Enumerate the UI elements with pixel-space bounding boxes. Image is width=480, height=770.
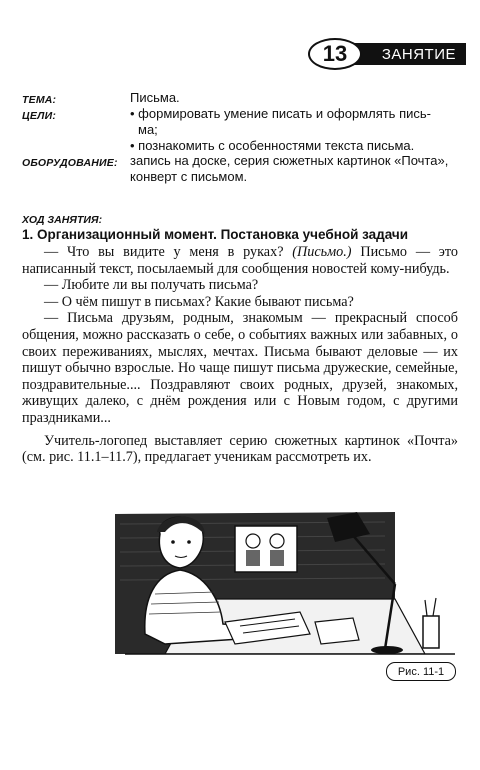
equipment-line-2: конверт с письмом. — [130, 169, 248, 184]
equipment-label: ОБОРУДОВАНИЕ: — [22, 157, 118, 169]
paragraph: Учитель-логопед выставляет серию сюжетных картинок «Почта» (см. рис. 11.1–11.7), предлагает ученикам рассмотреть их. — [22, 432, 458, 466]
paragraph: — О чём пишут в письмах? Какие бывают письма? — [44, 293, 354, 310]
envelope — [315, 618, 359, 644]
goals-value — [130, 106, 466, 154]
paragraph: — Любите ли вы получать письма? — [44, 277, 259, 294]
paragraph: — Письма друзьям, родным, знакомым — прекрасный способ общения, можно рассказать о себе, о событиях важных или забавных, о своих переживаниях, мыслях, мечтах. Письма бывают деловые — их пишут обычно взрослые. Но чаще пишут письма дружеские, семейные, поздравительные.... Поздравляют своих родных, друзей, знакомых, живущих далеко, с днём рождения или с Новым годом, с другими праздниками... — [22, 310, 458, 426]
wall-picture — [235, 526, 297, 572]
question-text: — Что вы видите у меня в руках? — [44, 244, 293, 260]
definition-text: Письмо — это написанный текст, посылаемый для сообщения новостей кому-нибудь. — [22, 244, 459, 277]
goals-line-3: • познакомить с особенностями текста письма. — [130, 138, 415, 153]
lesson-text — [22, 244, 458, 466]
lesson-badge-label: ЗАНЯТИЕ — [338, 43, 466, 65]
topic-label: ТЕМА: — [22, 94, 57, 106]
illustration-girl-writing-letter — [95, 504, 460, 679]
lesson-flow-heading: ХОД ЗАНЯТИЯ: — [22, 214, 103, 226]
equipment-value — [130, 153, 466, 185]
lesson-badge — [308, 38, 466, 68]
goals-line-2: ма; — [138, 122, 158, 137]
goals-label: ЦЕЛИ: — [22, 110, 57, 122]
answer-text: (Письмо.) — [292, 244, 352, 260]
goals-line-1: • формировать умение писать и оформлять пись- — [130, 106, 431, 121]
paragraph — [22, 244, 458, 277]
topic-value: Письма. — [130, 90, 180, 105]
figure-caption: Рис. 11-1 — [386, 662, 456, 681]
equipment-line-1: запись на доске, серия сюжетных картинок «Почта», — [130, 153, 449, 168]
section-title: 1. Организационный момент. Постановка учебной задачи — [22, 227, 409, 242]
pen-cup — [423, 616, 439, 648]
lesson-number: 13 — [308, 38, 362, 70]
